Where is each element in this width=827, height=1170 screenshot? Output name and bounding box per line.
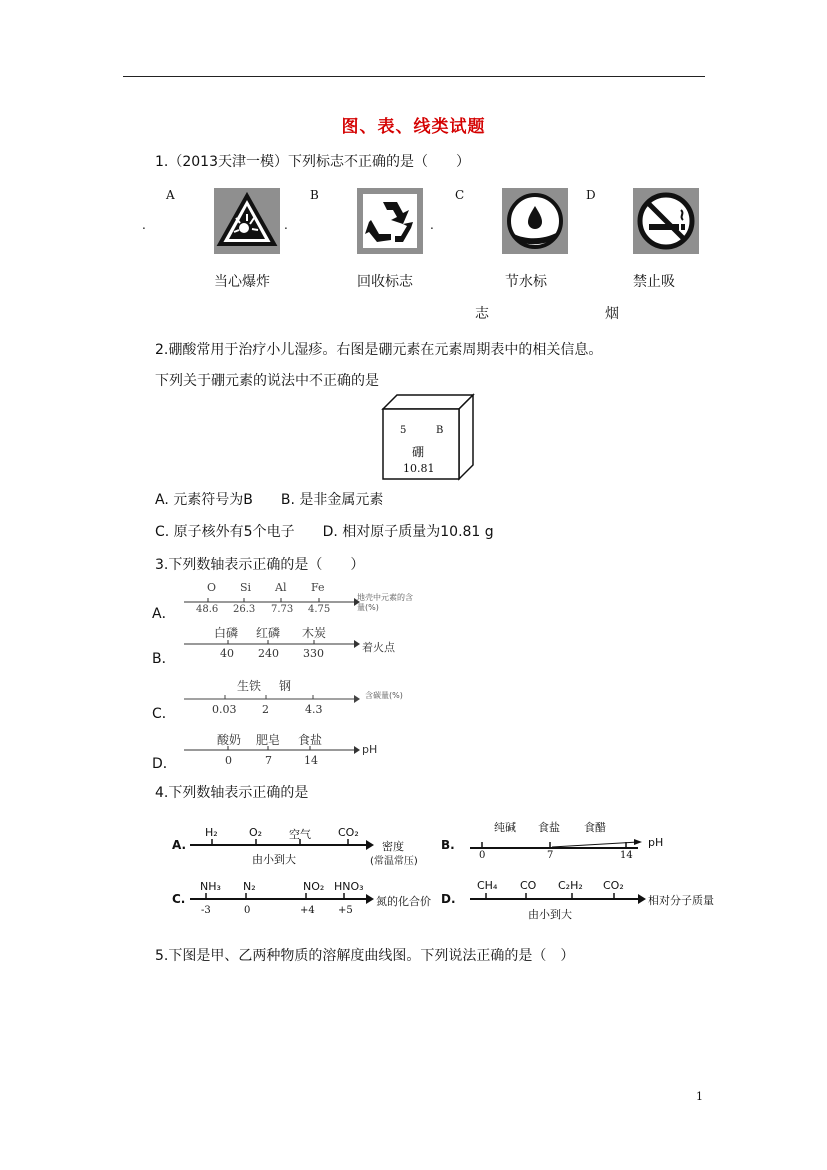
no-smoking-icon — [633, 188, 699, 254]
explosion-warning-icon — [214, 188, 280, 254]
q3-axis-c-value: 2 — [262, 703, 269, 716]
q3-axis-a-title: 地壳中元素的含量(%) — [357, 593, 413, 612]
q3-axis-a-value: 48.6 — [196, 604, 219, 615]
q3-axis-d-label: 肥皂 — [256, 733, 281, 747]
q1-dot: . — [430, 218, 434, 232]
q3-axis-b-letter: B． — [152, 651, 176, 667]
q3-axis-b-value: 330 — [303, 647, 324, 660]
q1-option-d-caption: 禁止吸 — [633, 274, 675, 290]
page-number: 1 — [696, 1090, 703, 1103]
q4-axis-a-title: 密度 — [382, 840, 404, 853]
q5-stem: 5.下图是甲、乙两种物质的溶解度曲线图。下列说法正确的是（ ） — [155, 948, 575, 964]
q1-stem: 1.（2013天津一模）下列标志不正确的是（ ） — [155, 154, 470, 170]
q4-axis-a-label: H₂ — [205, 826, 218, 839]
q2-stem: 2.硼酸常用于治疗小儿湿疹。右图是硼元素在元素周期表中的相关信息。 — [155, 342, 603, 358]
q4-axis-b-label: 纯碱 — [494, 821, 516, 834]
q1-option-c-caption: 节水标 — [505, 274, 547, 290]
water-saving-icon — [502, 188, 568, 254]
q3-axis-b-value: 240 — [258, 647, 279, 660]
q3-axis-d-letter: D． — [152, 756, 177, 772]
q3-axis-c-letter: C． — [152, 706, 176, 722]
q4-axis-d-under: 由小到大 — [528, 908, 572, 921]
q4-axis-b-label: 食醋 — [584, 821, 606, 834]
element-number: 5 — [400, 425, 407, 436]
q1-option-c-caption-cont: 志 — [475, 306, 489, 322]
q2-stem-cont: 下列关于硼元素的说法中不正确的是 — [155, 373, 379, 389]
q4-axis-b-value: 0 — [479, 850, 486, 861]
q4-axis-a-letter: A. — [172, 838, 187, 852]
q4-axis-c-value: +4 — [300, 905, 315, 916]
q1-option-b-letter: B — [310, 188, 319, 202]
q4-axis-b-value: 14 — [620, 850, 633, 861]
q3-axis-d-value: 14 — [304, 754, 318, 767]
q3-axis-b-title: 着火点 — [362, 641, 395, 654]
q3-axis-a-label: Fe — [311, 581, 325, 594]
q4-axis-b-label: 食盐 — [538, 821, 560, 834]
element-mass: 10.81 — [403, 462, 435, 475]
q3-axis-c-value: 0.03 — [212, 703, 237, 716]
recycle-icon — [357, 188, 423, 254]
element-name: 硼 — [412, 445, 425, 459]
q1-dot: . — [142, 218, 146, 232]
q4-axis-a-label: 空气 — [289, 828, 311, 841]
q3-axis-d-value: 7 — [265, 754, 272, 767]
q3-axis-d-label: 酸奶 — [217, 733, 242, 747]
q1-option-b-caption: 回收标志 — [357, 274, 413, 290]
q3-axis-c — [180, 683, 360, 717]
q4-axis-d-label: CO — [520, 879, 537, 892]
q4-axis-a-label: O₂ — [249, 826, 263, 839]
q2-options-line1: A. 元素符号为B B. 是非金属元素 — [155, 492, 384, 508]
q3-axis-b-label: 红磷 — [256, 626, 281, 640]
q4-axis-a-title-cont: (常温常压) — [370, 856, 418, 867]
q4-axis-c-title: 氮的化合价 — [376, 895, 431, 908]
q4-axis-d-label: CO₂ — [603, 879, 624, 892]
q4-axis-c-label: HNO₃ — [334, 880, 364, 893]
q4-axis-a-under: 由小到大 — [252, 853, 296, 866]
q3-axis-a-label: Si — [240, 581, 252, 594]
q3-axis-d-value: 0 — [225, 754, 232, 767]
element-symbol: B — [436, 425, 444, 436]
q3-axis-a-value: 26.3 — [233, 604, 256, 615]
q3-stem: 3.下列数轴表示正确的是（ ） — [155, 557, 365, 573]
q1-option-a-letter: A — [166, 188, 175, 202]
q2-options-line2: C. 原子核外有5个电子 D. 相对原子质量为10.81 g — [155, 524, 494, 540]
q4-axis-b-letter: B. — [441, 838, 455, 852]
q3-axis-b-value: 40 — [220, 647, 234, 660]
q4-axis-b-title: pH — [648, 836, 664, 849]
q4-axis-c-value: -3 — [201, 905, 211, 916]
q3-axis-c-title: 含碳量(%) — [365, 691, 403, 700]
q3-axis-b-label: 白磷 — [214, 626, 239, 640]
q4-axis-b-value: 7 — [547, 850, 554, 861]
page-title: 图、表、线类试题 — [341, 117, 486, 137]
q4-axis-d-letter: D. — [441, 892, 456, 906]
q4-axis-c-value: +5 — [338, 905, 353, 916]
q4-axis-c-value: 0 — [244, 905, 251, 916]
q3-axis-a-label: O — [207, 581, 217, 594]
q4-axis-d-label: CH₄ — [477, 879, 498, 892]
q3-axis-a-letter: A． — [152, 606, 176, 622]
q4-axis-c-label: N₂ — [243, 880, 256, 893]
q4-axis-a-label: CO₂ — [338, 826, 359, 839]
q1-option-d-caption-cont: 烟 — [605, 306, 619, 322]
q1-dot: . — [284, 218, 288, 232]
q4-axis-d-title: 相对分子质量 — [648, 894, 714, 907]
q3-axis-a-label: Al — [275, 581, 287, 594]
header-rule — [123, 76, 705, 77]
q3-axis-d-label: 食盐 — [298, 733, 323, 747]
q3-axis-a-value: 7.73 — [271, 604, 294, 615]
q1-option-d-letter: D — [586, 188, 596, 202]
q1-option-c-letter: C — [455, 188, 465, 202]
q3-axis-d-title: pH — [362, 743, 378, 756]
q1-option-a-caption: 当心爆炸 — [214, 274, 270, 290]
q3-axis-a-value: 4.75 — [308, 604, 331, 615]
q4-axis-c-label: NO₂ — [303, 880, 325, 893]
q4-axis-c-label: NH₃ — [200, 880, 221, 893]
q4-stem: 4.下列数轴表示正确的是 — [155, 785, 309, 801]
q3-axis-c-label: 生铁 — [237, 679, 262, 693]
q4-axis-c-letter: C. — [172, 892, 186, 906]
q3-axis-c-label: 钢 — [279, 679, 292, 693]
q3-axis-c-value: 4.3 — [305, 703, 323, 716]
q3-axis-b-label: 木炭 — [302, 626, 327, 640]
q4-axis-d-label: C₂H₂ — [558, 879, 583, 892]
